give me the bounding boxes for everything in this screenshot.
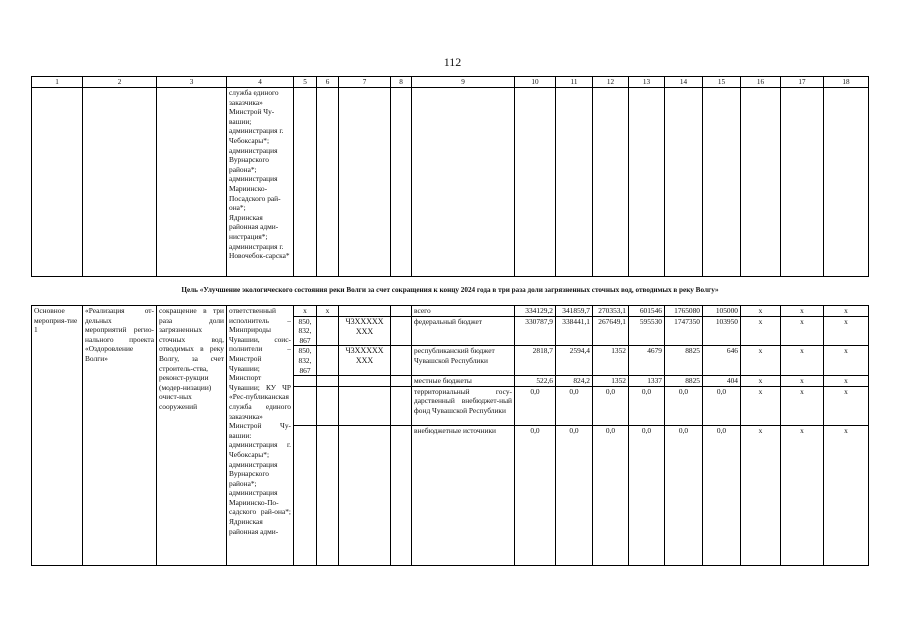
col-num: 14 — [665, 77, 703, 88]
col-num: 13 — [629, 77, 665, 88]
measure-executors: ответственный исполнитель – Минприроды Чувашии, соис-полнители – Минстрой Чувашии; Минспорт Чувашии; КУ ЧР «Рес-публиканская служба единого заказчика» Минстрой Чу-вашии: администрация г. Чебоксары*; администрация Вурнарского района*; администрация Мариинско-По-садского рай-она*; Ядринская районная адми- — [227, 306, 294, 566]
grbs-cell: 850, 832, 867 — [294, 316, 317, 346]
value-cell: 0,0 — [665, 425, 703, 565]
rz-cell: x — [317, 306, 339, 317]
col-num: 17 — [781, 77, 824, 88]
col-num: 9 — [412, 77, 515, 88]
column-number-row — [32, 77, 869, 88]
csr-cell — [339, 386, 391, 425]
value-cell: 267649,1 — [593, 316, 629, 346]
page-number: 112 — [443, 55, 462, 69]
value-cell: 103950 — [703, 316, 741, 346]
col-num: 3 — [157, 77, 227, 88]
value-cell: 4679 — [629, 346, 665, 376]
value-cell: 1747350 — [665, 316, 703, 346]
rz-cell — [317, 376, 339, 387]
value-cell: 0,0 — [703, 386, 741, 425]
x-cell: x — [781, 346, 824, 376]
col-num: 1 — [32, 77, 83, 88]
x-cell: x — [781, 376, 824, 387]
col-num: 12 — [593, 77, 629, 88]
vr-cell — [391, 376, 412, 387]
measure-title: «Реализация от-дельных мероприятий регио-нального проекта «Оздоровление Волги» — [83, 306, 157, 566]
x-cell: x — [824, 376, 869, 387]
vr-cell — [391, 346, 412, 376]
x-cell: x — [741, 306, 781, 317]
x-cell: x — [781, 316, 824, 346]
value-cell: 330787,9 — [515, 316, 556, 346]
value-cell: 341859,7 — [556, 306, 593, 317]
x-cell: x — [741, 376, 781, 387]
funding-source: всего — [412, 306, 515, 317]
value-cell: 1352 — [593, 346, 629, 376]
x-cell: x — [824, 316, 869, 346]
goal-row — [32, 277, 869, 306]
x-cell: x — [824, 425, 869, 565]
col-num: 6 — [317, 77, 339, 88]
value-cell: 338441,1 — [556, 316, 593, 346]
x-cell: x — [741, 316, 781, 346]
col-num: 16 — [741, 77, 781, 88]
value-cell: 270353,1 — [593, 306, 629, 317]
x-cell: x — [824, 306, 869, 317]
vr-cell — [391, 425, 412, 565]
col-num: 2 — [83, 77, 157, 88]
funding-source: территориальный госу-дарственный внебюджет-ный фонд Чувашской Республики — [412, 386, 515, 425]
rz-cell — [317, 425, 339, 565]
vr-cell — [391, 306, 412, 317]
grbs-cell: x — [294, 306, 317, 317]
measure-goal: сокращение в три раза доли загрязненных сточных вод, отводимых в реку Волгу, за счет строитель-ства, реконст-рукции (модер-низации) очист-ных сооружений — [157, 306, 227, 566]
value-cell: 0,0 — [665, 386, 703, 425]
value-cell: 105000 — [703, 306, 741, 317]
funding-source: республиканский бюджет Чувашской Республики — [412, 346, 515, 376]
col-num: 5 — [294, 77, 317, 88]
grbs-cell: 850, 832, 867 — [294, 346, 317, 376]
grbs-cell — [294, 425, 317, 565]
col-num: 11 — [556, 77, 593, 88]
x-cell: x — [781, 306, 824, 317]
value-cell: 404 — [703, 376, 741, 387]
rz-cell — [317, 346, 339, 376]
grbs-cell — [294, 376, 317, 387]
x-cell: x — [741, 425, 781, 565]
value-cell: 0,0 — [593, 425, 629, 565]
rz-cell — [317, 386, 339, 425]
x-cell: x — [824, 346, 869, 376]
col-num: 4 — [227, 77, 294, 88]
funding-source: внебюджетные источники — [412, 425, 515, 565]
rz-cell — [317, 316, 339, 346]
vr-cell — [391, 316, 412, 346]
value-cell: 0,0 — [703, 425, 741, 565]
measure-number: Основное мероприя-тие 1 — [32, 306, 83, 566]
col-num: 18 — [824, 77, 869, 88]
funding-source: местные бюджеты — [412, 376, 515, 387]
value-cell: 595530 — [629, 316, 665, 346]
csr-cell: Ч3ХХХХХ ХХХ — [339, 316, 391, 346]
csr-cell — [339, 376, 391, 387]
x-cell: x — [741, 386, 781, 425]
value-cell: 1337 — [629, 376, 665, 387]
value-cell: 0,0 — [629, 425, 665, 565]
col-num: 10 — [515, 77, 556, 88]
continuation-row — [32, 88, 869, 277]
value-cell: 0,0 — [556, 386, 593, 425]
x-cell: x — [781, 425, 824, 565]
value-cell: 8825 — [665, 376, 703, 387]
vr-cell — [391, 386, 412, 425]
funding-source: федеральный бюджет — [412, 316, 515, 346]
value-cell: 646 — [703, 346, 741, 376]
x-cell: x — [824, 386, 869, 425]
value-cell: 0,0 — [593, 386, 629, 425]
value-cell: 8825 — [665, 346, 703, 376]
value-cell: 2818,7 — [515, 346, 556, 376]
program-table — [31, 76, 869, 566]
value-cell: 0,0 — [629, 386, 665, 425]
value-cell: 2594,4 — [556, 346, 593, 376]
csr-cell — [339, 306, 391, 317]
x-cell: x — [781, 386, 824, 425]
value-cell: 824,2 — [556, 376, 593, 387]
value-cell: 601546 — [629, 306, 665, 317]
value-cell: 0,0 — [556, 425, 593, 565]
col-num: 7 — [339, 77, 391, 88]
measure-row-total — [32, 306, 869, 317]
col-num: 8 — [391, 77, 412, 88]
value-cell: 0,0 — [515, 425, 556, 565]
col-num: 15 — [703, 77, 741, 88]
csr-cell: Ч3ХХХХХ ХХХ — [339, 346, 391, 376]
value-cell: 334129,2 — [515, 306, 556, 317]
executors-continued: служба единого заказчика» Минстрой Чу-вашии; администрация г. Чебоксары*; администрация Вурнарского района*; администрация Мариинско-Посадского рай-она*; Ядринская районная адми-нистрация*; администрация г. Новочебок-сарска* — [227, 88, 294, 277]
grbs-cell — [294, 386, 317, 425]
csr-cell — [339, 425, 391, 565]
value-cell: 1765080 — [665, 306, 703, 317]
x-cell: x — [741, 346, 781, 376]
value-cell: 1352 — [593, 376, 629, 387]
goal-text: Цель «Улучшение экологического состояния реки Волги за счет сокращения к концу 2024 года в три раза доли загрязненных сточных вод, отводимых в реку Волгу» — [32, 277, 869, 306]
value-cell: 522,6 — [515, 376, 556, 387]
value-cell: 0,0 — [515, 386, 556, 425]
